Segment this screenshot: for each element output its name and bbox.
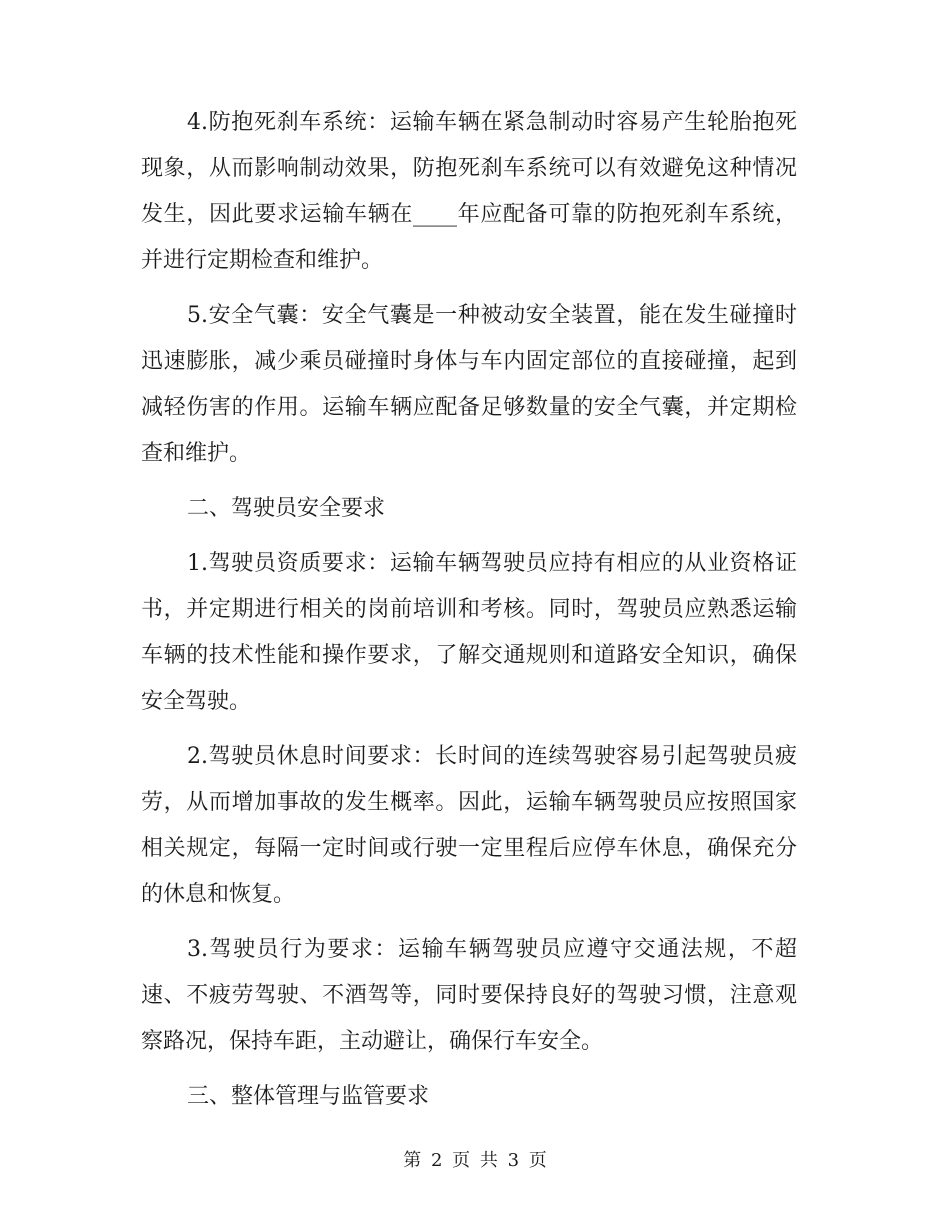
page-number-footer: 第 2 页 共 3 页 [403, 1150, 547, 1171]
paragraph-driver-qualification: 1.驾驶员资质要求：运输车辆驾驶员应持有相应的从业资格证书，并定期进行相关的岗前培训和考核。同时，驾驶员应熟悉运输车辆的技术性能和操作要求，了解交通规则和道路安全知识，确保安全驾驶。 [141, 551, 797, 714]
section-heading-management: 三、整体管理与监管要求 [187, 1084, 430, 1109]
paragraph-anti-lock-brakes: 4.防抱死刹车系统：运输车辆在紧急制动时容易产生轮胎抱死现象，从而影响制动效果，防抱死刹车系统可以有效避免这种情况发生，因此要求运输车辆在____年应配备可靠的防抱死刹车系统，并进行定期检查和维护。 [141, 110, 797, 273]
document-body [141, 100, 797, 1129]
paragraph-airbags: 5.安全气囊：安全气囊是一种被动安全装置，能在发生碰撞时迅速膨胀，减少乘员碰撞时身体与车内固定部位的直接碰撞，起到减轻伤害的作用。运输车辆应配备足够数量的安全气囊，并定期检查和维护。 [141, 303, 797, 466]
paragraph-driver-behavior: 3.驾驶员行为要求：运输车辆驾驶员应遵守交通法规，不超速、不疲劳驾驶、不酒驾等，同时要保持良好的驾驶习惯，注意观察路况，保持车距，主动避让，确保行车安全。 [141, 937, 797, 1054]
section-heading-driver-safety: 二、驾驶员安全要求 [187, 496, 386, 521]
paragraph-driver-rest-time: 2.驾驶员休息时间要求：长时间的连续驾驶容易引起驾驶员疲劳，从而增加事故的发生概率。因此，运输车辆驾驶员应按照国家相关规定，每隔一定时间或行驶一定里程后应停车休息，确保充分的休息和恢复。 [141, 744, 797, 907]
